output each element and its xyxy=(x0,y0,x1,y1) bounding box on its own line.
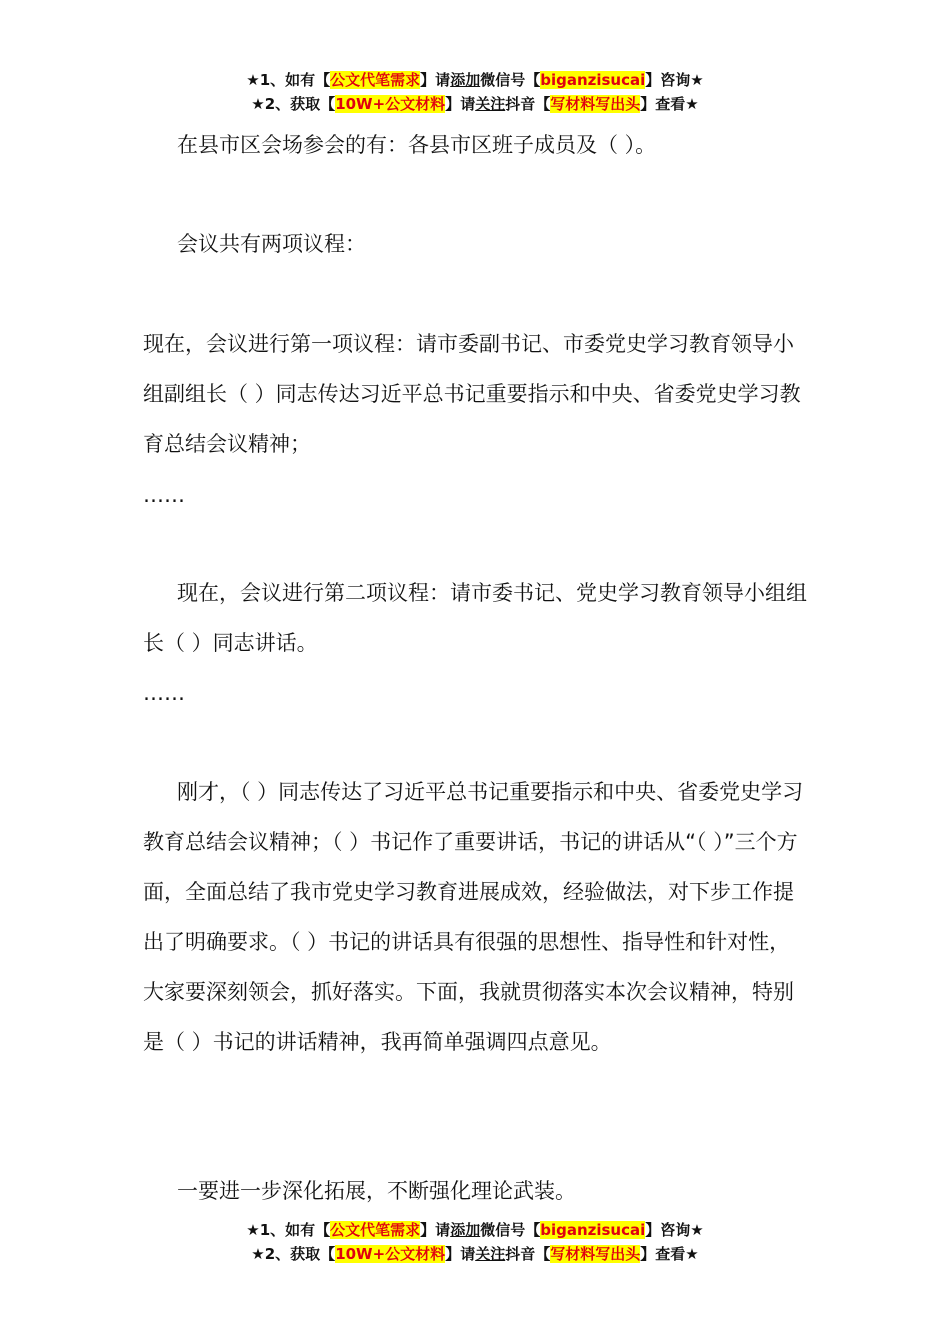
highlight-text: biganzisucai xyxy=(540,1221,646,1239)
underlined-text: 添加 xyxy=(450,71,481,89)
highlight-text: 公文代笔需求 xyxy=(330,71,421,89)
highlight-text: 公文代笔需求 xyxy=(330,1221,421,1239)
banner-line-1: ★1、如有【公文代笔需求】请添加微信号【biganzisucai】咨询★ xyxy=(246,71,704,89)
highlight-text: 写材料写出头 xyxy=(550,1245,641,1263)
paragraph: 一要进一步深化拓展，不断强化理论武装。 xyxy=(177,1179,576,1203)
paragraph: 现在，会议进行第一项议程：请市委副书记、市委党史学习教育领导小组副组长（ ）同志传达习近平总书记重要指示和中央、省委党史学习教育总结会议精神； xyxy=(143,332,801,456)
highlight-text: 10W+公文材料 xyxy=(335,1245,446,1263)
banner-line-1: ★1、如有【公文代笔需求】请添加微信号【biganzisucai】咨询★ xyxy=(246,1221,704,1239)
underlined-text: 关注 xyxy=(475,1245,506,1263)
banner-line-2: ★2、获取【10W+公文材料】请关注抖音【写材料写出头】查看★ xyxy=(251,1245,699,1263)
underlined-text: 添加 xyxy=(450,1221,481,1239)
paragraph: 现在，会议进行第二项议程：请市委书记、党史学习教育领导小组组长（ ）同志讲话。 xyxy=(143,581,807,655)
paragraph: 刚才，（ ）同志传达了习近平总书记重要指示和中央、省委党史学习教育总结会议精神；（ ）书记作了重要讲话，书记的讲话从“（ ）”三个方面，全面总结了我市党史学习教育进展成效，经验做法，对下步工作提出了明确要求。（ ）书记的讲话具有很强的思想性、指导性和针对性，大家要深刻领会，抓好落实。下面，我就贯彻落实本次会议精神，特别是（ ）书记的讲话精神，我再简单强调四点意见。 xyxy=(143,780,804,1054)
highlight-text: biganzisucai xyxy=(540,71,646,89)
paragraph: …… xyxy=(143,681,185,705)
highlight-text: 10W+公文材料 xyxy=(335,95,446,113)
highlight-text: 写材料写出头 xyxy=(550,95,641,113)
paragraph: …… xyxy=(143,483,185,507)
paragraph: 会议共有两项议程： xyxy=(177,232,366,256)
paragraph: 在县市区会场参会的有：各县市区班子成员及（ ）。 xyxy=(177,133,657,157)
header-banner xyxy=(0,68,950,116)
footer-banner xyxy=(0,1218,950,1266)
banner-line-2: ★2、获取【10W+公文材料】请关注抖音【写材料写出头】查看★ xyxy=(251,95,699,113)
underlined-text: 关注 xyxy=(475,95,506,113)
